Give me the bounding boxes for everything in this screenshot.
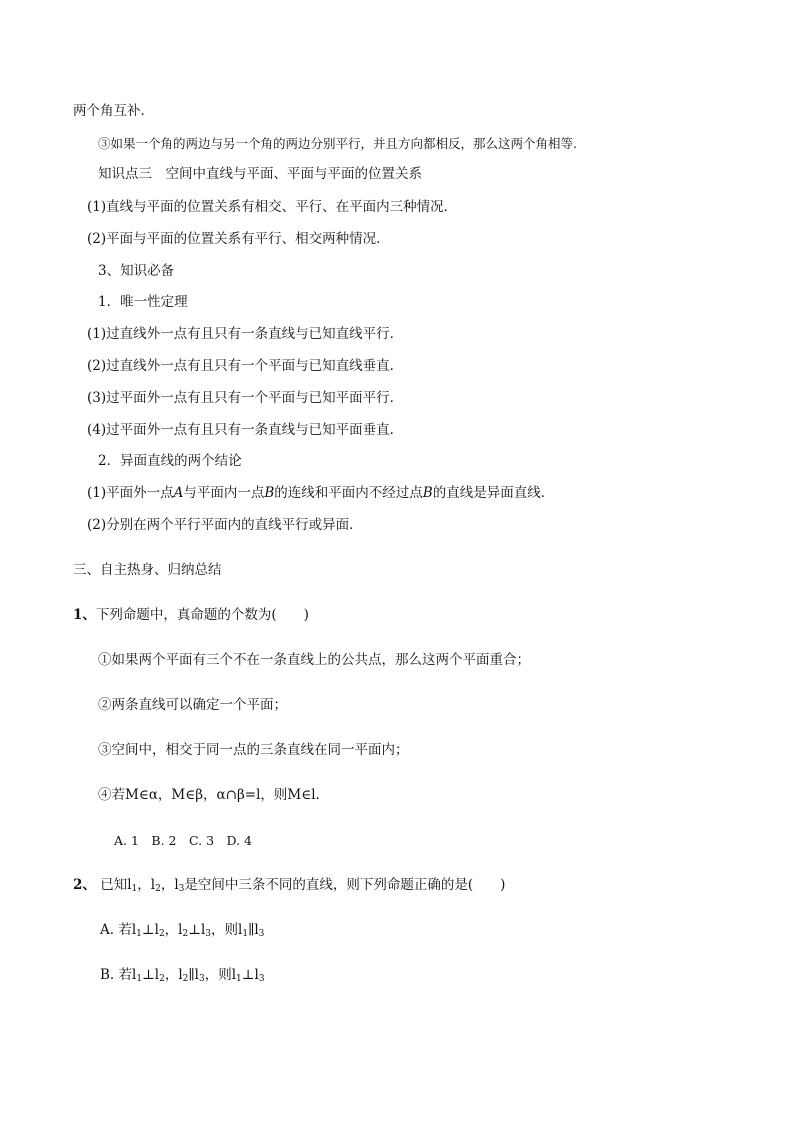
text-line: (1)直线与平面的位置关系有相交、平行、在平面内三种情况． [87, 199, 458, 215]
separator: ， [160, 877, 175, 893]
line-symbol: l [200, 922, 206, 938]
statement-4: ④若M∈α，M∈β，α∩β=l，则M∈l. [98, 787, 320, 803]
line-symbol: l [154, 967, 160, 983]
line-symbol: l [150, 877, 156, 893]
option-b [100, 966, 265, 984]
line-symbol: l [154, 922, 159, 938]
list-item: (4)过平面外一点有且只有一条直线与已知平面垂直． [87, 422, 404, 438]
question-1-stem [73, 606, 309, 624]
question-number: 1、 [73, 607, 96, 623]
option-label: B. 若 [100, 967, 133, 983]
text-line: (2)平面与平面的位置关系有平行、相交两种情况． [87, 231, 390, 247]
separator: ， [164, 967, 179, 983]
subscript: 1 [236, 974, 242, 984]
line-symbol: l [238, 922, 243, 938]
subscript: 2 [155, 884, 161, 894]
subscript: 2 [159, 974, 165, 984]
list-item [87, 484, 554, 502]
list-item: (2)过直线外一点有且只有一个平面与已知直线垂直． [87, 358, 404, 374]
text-line: 两个角互补． [73, 103, 154, 119]
line-symbol: l [132, 967, 137, 983]
line-symbol: l [254, 922, 259, 938]
subscript: 3 [258, 929, 265, 939]
line-symbol: l [231, 967, 237, 983]
option-a [100, 921, 264, 939]
text-span: ，则 [204, 967, 232, 983]
line-symbol: l [254, 967, 259, 983]
question-text: 下列命题中，真命题的个数为( ) [95, 607, 309, 623]
section-title: 知识点三 空间中直线与平面、平面与平面的位置关系 [98, 166, 422, 182]
statement-3: ③空间中，相交于同一点的三条直线在同一平面内； [98, 742, 409, 758]
text-line: ③如果一个角的两边与另一个角的两边分别平行，并且方向都相反，那么这两个角相等. [98, 136, 577, 151]
line-symbol: l [131, 922, 137, 938]
question-number: 2、 [73, 877, 96, 893]
list-item: (1)过直线外一点有且只有一条直线与已知直线平行． [87, 326, 404, 342]
subscript: 1 [136, 974, 143, 984]
option-label: A. 若 [100, 922, 132, 938]
subscript: 1 [136, 929, 142, 939]
line-symbol: l [178, 967, 183, 983]
point-b-label: B [422, 485, 433, 501]
parallel-symbol: ∥ [188, 967, 195, 983]
subscript: 1 [242, 929, 249, 939]
text-span: 与平面内一点 [183, 485, 265, 501]
line-symbol: l [178, 922, 183, 938]
text-span: 的直线是异面直线． [432, 485, 555, 501]
point-b-label: B [264, 485, 275, 501]
question-text: 是空间中三条不同的直线，则下列命题正确的是( ) [184, 877, 506, 893]
section-heading: 三、自主热身、归纳总结 [73, 562, 222, 578]
line-symbol: l [174, 877, 179, 893]
subscript: 3 [205, 929, 211, 939]
subscript: 2 [158, 929, 165, 939]
text-span: ，则 [211, 922, 238, 938]
statement-2: ②两条直线可以确定一个平面； [98, 697, 287, 713]
subscript: 3 [178, 884, 185, 894]
subscript: 2 [182, 929, 189, 939]
statement-1: ①如果两个平面有三个不在一条直线上的公共点，那么这两个平面重合； [98, 652, 530, 668]
section-heading: 3、知识必备 [98, 263, 175, 279]
separator: ， [137, 877, 151, 893]
subscript: 2 [182, 974, 189, 984]
perpendicular-symbol: ⊥ [241, 967, 255, 983]
text-span: 的连线和平面内不经过点 [274, 485, 423, 501]
separator: ， [164, 922, 179, 938]
perpendicular-symbol: ⊥ [188, 922, 201, 938]
point-a-label: A [173, 485, 184, 501]
list-item: (2)分别在两个平行平面内的直线平行或异面． [87, 517, 363, 533]
answer-options: A. 1 B. 2 C. 3 D. 4 [114, 833, 253, 848]
parallel-symbol: ∥ [248, 922, 255, 938]
subscript: 1 [131, 884, 138, 894]
perpendicular-symbol: ⊥ [141, 922, 155, 938]
question-2-stem [73, 876, 505, 894]
list-item: (3)过平面外一点有且只有一个平面与已知平面平行． [87, 390, 404, 406]
subscript: 3 [258, 974, 265, 984]
subheading: 1．唯一性定理 [98, 294, 188, 310]
text-span: 已知 [95, 877, 128, 893]
subscript: 3 [198, 974, 205, 984]
perpendicular-symbol: ⊥ [142, 967, 155, 983]
subheading: 2．异面直线的两个结论 [98, 453, 242, 469]
text-span: (1)平面外一点 [87, 485, 174, 501]
line-symbol: l [127, 877, 132, 893]
line-symbol: l [194, 967, 199, 983]
